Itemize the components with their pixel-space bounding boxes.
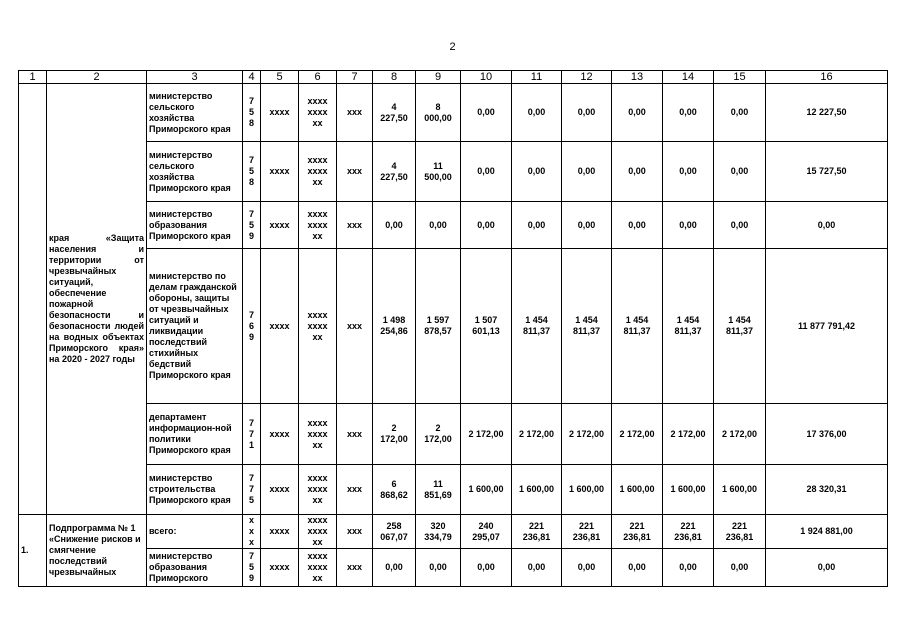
- cell-c15: 0,00: [714, 202, 766, 249]
- cell-c16: 17 376,00: [766, 404, 888, 465]
- cell-c7: ххх: [337, 202, 373, 249]
- cell-c6: хххх хххх хх: [299, 549, 337, 587]
- cell-c11: 2 172,00: [512, 404, 562, 465]
- cell-c12: 0,00: [562, 84, 612, 142]
- cell-c15: 0,00: [714, 84, 766, 142]
- column-header-10: 10: [461, 71, 512, 84]
- cell-c9: 320 334,79: [416, 515, 461, 549]
- cell-c15: 0,00: [714, 549, 766, 587]
- cell-department: министерство образования Приморского края: [147, 202, 243, 249]
- cell-c5: хххх: [261, 549, 299, 587]
- column-header-2: 2: [47, 71, 147, 84]
- cell-c8: 4 227,50: [373, 142, 416, 202]
- cell-c13: 2 172,00: [612, 404, 663, 465]
- cell-c11: 0,00: [512, 84, 562, 142]
- cell-c9: 11 851,69: [416, 465, 461, 515]
- cell-c4: 7 5 9: [243, 549, 261, 587]
- cell-subprogram-number: 1.: [19, 515, 47, 587]
- cell-c12: 0,00: [562, 202, 612, 249]
- cell-c11: 0,00: [512, 202, 562, 249]
- table-row: [19, 404, 888, 465]
- cell-c7: ххх: [337, 84, 373, 142]
- cell-c15: 1 454 811,37: [714, 249, 766, 404]
- cell-c12: 1 454 811,37: [562, 249, 612, 404]
- cell-department: всего:: [147, 515, 243, 549]
- cell-c5: хххх: [261, 142, 299, 202]
- cell-c6: хххх хххх хх: [299, 142, 337, 202]
- cell-c14: 0,00: [663, 142, 714, 202]
- cell-c7: ххх: [337, 515, 373, 549]
- cell-c16: 0,00: [766, 549, 888, 587]
- cell-c6: хххх хххх хх: [299, 515, 337, 549]
- cell-c10: 0,00: [461, 202, 512, 249]
- cell-department: министерство по делам гражданской обороны, защиты от чрезвычайных ситуаций и ликвидации последствий стихийных бедствий Приморского края: [147, 249, 243, 404]
- cell-c7: ххх: [337, 142, 373, 202]
- cell-c9: 11 500,00: [416, 142, 461, 202]
- cell-c13: 221 236,81: [612, 515, 663, 549]
- cell-c16: 12 227,50: [766, 84, 888, 142]
- column-header-13: 13: [612, 71, 663, 84]
- cell-program-name: края «Защита населения и территории от чрезвычайных ситуаций, обеспечение пожарной безопасности и безопасности людей на водных объектах Приморского края» на 2020 - 2027 годы: [47, 84, 147, 515]
- column-header-12: 12: [562, 71, 612, 84]
- cell-subprogram-name: Подпрограмма № 1 «Снижение рисков и смягчение последствий чрезвычайных: [47, 515, 147, 587]
- cell-c13: 0,00: [612, 84, 663, 142]
- cell-c15: 221 236,81: [714, 515, 766, 549]
- cell-c13: 1 454 811,37: [612, 249, 663, 404]
- column-header-4: 4: [243, 71, 261, 84]
- table-row: [19, 465, 888, 515]
- cell-c14: 0,00: [663, 549, 714, 587]
- cell-c4: 7 7 5: [243, 465, 261, 515]
- cell-c11: 1 454 811,37: [512, 249, 562, 404]
- cell-c4: 7 5 8: [243, 84, 261, 142]
- cell-c13: 0,00: [612, 549, 663, 587]
- column-header-15: 15: [714, 71, 766, 84]
- cell-c14: 221 236,81: [663, 515, 714, 549]
- cell-c13: 0,00: [612, 142, 663, 202]
- cell-c15: 1 600,00: [714, 465, 766, 515]
- cell-c16: 1 924 881,00: [766, 515, 888, 549]
- cell-c10: 240 295,07: [461, 515, 512, 549]
- cell-c12: 0,00: [562, 549, 612, 587]
- column-header-1: 1: [19, 71, 47, 84]
- cell-c7: ххх: [337, 249, 373, 404]
- cell-c10: 2 172,00: [461, 404, 512, 465]
- cell-c5: хххх: [261, 515, 299, 549]
- cell-c5: хххх: [261, 404, 299, 465]
- cell-c9: 1 597 878,57: [416, 249, 461, 404]
- cell-c8: 1 498 254,86: [373, 249, 416, 404]
- cell-c12: 221 236,81: [562, 515, 612, 549]
- column-header-8: 8: [373, 71, 416, 84]
- cell-c6: хххх хххх хх: [299, 202, 337, 249]
- table-row: [19, 515, 888, 549]
- column-header-6: 6: [299, 71, 337, 84]
- cell-c16: 15 727,50: [766, 142, 888, 202]
- cell-department: министерство строительства Приморского края: [147, 465, 243, 515]
- cell-c14: 0,00: [663, 84, 714, 142]
- cell-c12: 0,00: [562, 142, 612, 202]
- cell-c10: 0,00: [461, 84, 512, 142]
- cell-c9: 8 000,00: [416, 84, 461, 142]
- cell-c5: хххх: [261, 202, 299, 249]
- cell-c15: 0,00: [714, 142, 766, 202]
- cell-c13: 0,00: [612, 202, 663, 249]
- cell-c4: х х х: [243, 515, 261, 549]
- cell-c11: 0,00: [512, 142, 562, 202]
- column-header-7: 7: [337, 71, 373, 84]
- cell-c14: 1 454 811,37: [663, 249, 714, 404]
- cell-c14: 2 172,00: [663, 404, 714, 465]
- table-row: [19, 549, 888, 587]
- cell-c7: ххх: [337, 404, 373, 465]
- cell-c14: 1 600,00: [663, 465, 714, 515]
- cell-c9: 0,00: [416, 549, 461, 587]
- cell-c11: 1 600,00: [512, 465, 562, 515]
- table-row: [19, 142, 888, 202]
- column-header-5: 5: [261, 71, 299, 84]
- cell-c12: 2 172,00: [562, 404, 612, 465]
- column-header-3: 3: [147, 71, 243, 84]
- cell-c8: 0,00: [373, 549, 416, 587]
- column-header-9: 9: [416, 71, 461, 84]
- header-row: [19, 71, 888, 84]
- cell-c9: 2 172,00: [416, 404, 461, 465]
- cell-c8: 2 172,00: [373, 404, 416, 465]
- cell-c13: 1 600,00: [612, 465, 663, 515]
- cell-c12: 1 600,00: [562, 465, 612, 515]
- cell-c8: 4 227,50: [373, 84, 416, 142]
- cell-c6: хххх хххх хх: [299, 84, 337, 142]
- column-header-16: 16: [766, 71, 888, 84]
- cell-c7: ххх: [337, 549, 373, 587]
- cell-c15: 2 172,00: [714, 404, 766, 465]
- page-number: 2: [449, 41, 456, 53]
- cell-department: департамент информацион-ной политики Приморского края: [147, 404, 243, 465]
- cell-c6: хххх хххх хх: [299, 249, 337, 404]
- cell-c4: 7 6 9: [243, 249, 261, 404]
- cell-c8: 6 868,62: [373, 465, 416, 515]
- cell-c6: хххх хххх хх: [299, 404, 337, 465]
- cell-c5: хххх: [261, 84, 299, 142]
- table-row: [19, 84, 888, 142]
- cell-c5: хххх: [261, 465, 299, 515]
- cell-c16: 28 320,31: [766, 465, 888, 515]
- table-row: [19, 249, 888, 404]
- cell-c6: хххх хххх хх: [299, 465, 337, 515]
- budget-table: [18, 70, 888, 587]
- cell-c14: 0,00: [663, 202, 714, 249]
- cell-c4: 7 7 1: [243, 404, 261, 465]
- cell-c8: 0,00: [373, 202, 416, 249]
- cell-department: министерство сельского хозяйства Приморского края: [147, 142, 243, 202]
- column-header-14: 14: [663, 71, 714, 84]
- table-row: [19, 202, 888, 249]
- cell-c8: 258 067,07: [373, 515, 416, 549]
- cell-c5: хххх: [261, 249, 299, 404]
- cell-c11: 0,00: [512, 549, 562, 587]
- cell-number: [19, 84, 47, 515]
- cell-c16: 0,00: [766, 202, 888, 249]
- cell-department: министерство образования Приморского: [147, 549, 243, 587]
- cell-c10: 1 507 601,13: [461, 249, 512, 404]
- cell-c10: 1 600,00: [461, 465, 512, 515]
- cell-c4: 7 5 8: [243, 142, 261, 202]
- cell-c16: 11 877 791,42: [766, 249, 888, 404]
- cell-c4: 7 5 9: [243, 202, 261, 249]
- cell-c7: ххх: [337, 465, 373, 515]
- cell-c10: 0,00: [461, 549, 512, 587]
- cell-c10: 0,00: [461, 142, 512, 202]
- cell-c11: 221 236,81: [512, 515, 562, 549]
- column-header-11: 11: [512, 71, 562, 84]
- cell-c9: 0,00: [416, 202, 461, 249]
- cell-department: министерство сельского хозяйства Приморского края: [147, 84, 243, 142]
